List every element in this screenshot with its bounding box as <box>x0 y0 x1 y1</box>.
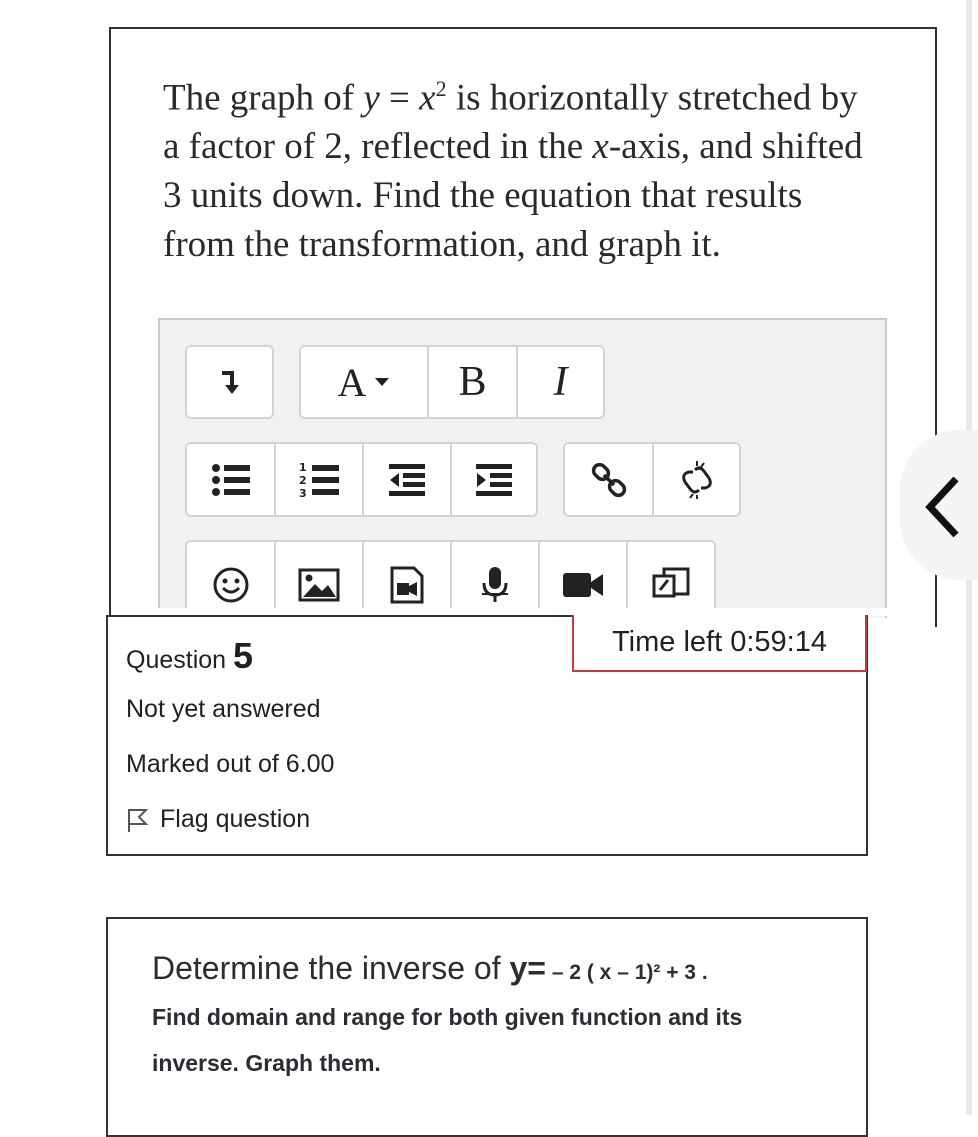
toolbar-toggle-button[interactable] <box>187 347 272 417</box>
bullet-list-icon <box>211 462 251 498</box>
eq-equals: = <box>379 77 420 119</box>
link-button[interactable] <box>565 444 654 515</box>
question-number <box>126 635 253 677</box>
svg-text:3: 3 <box>299 486 307 499</box>
bold-label: B <box>458 359 487 405</box>
problem-text <box>163 64 863 269</box>
numbered-list-icon <box>298 461 340 499</box>
toolbar-toggle-group <box>185 345 274 419</box>
timer-box <box>572 615 867 672</box>
indent-icon <box>474 462 514 498</box>
media-file-icon <box>389 566 425 604</box>
image-icon <box>298 568 340 602</box>
eq-var-x: x <box>419 77 436 119</box>
smiley-icon <box>212 566 250 604</box>
bold-button[interactable] <box>429 347 518 417</box>
next-question-line3: inverse. Graph them. <box>152 1050 381 1076</box>
text-editor <box>158 318 887 618</box>
caret-down-icon <box>374 376 390 388</box>
outdent-icon <box>387 462 427 498</box>
unlink-icon <box>677 460 717 500</box>
list-group <box>185 442 538 517</box>
video-camera-icon <box>562 571 604 599</box>
svg-text:1: 1 <box>299 460 307 474</box>
link-icon <box>589 460 629 500</box>
svg-text:2: 2 <box>299 473 307 487</box>
next-question-eq-lhs: y= <box>509 950 546 986</box>
axis-var: x <box>592 126 609 168</box>
unlink-button[interactable] <box>654 444 739 515</box>
problem-text-part: -axis, and shifted 3 units down. Find the equation that results from the transformation, and graph it. <box>163 126 863 266</box>
flag-question-link[interactable] <box>126 805 310 834</box>
question-status: Not yet answered <box>126 695 321 723</box>
next-question-eq-rhs: – 2 ( x – 1)² + 3 . <box>545 961 708 984</box>
problem-text-part: is horizontally stretched by a factor of 2, reflected in the <box>163 77 858 168</box>
next-question-prefix: Determine the inverse of <box>152 950 510 986</box>
problem-text-part: The graph of <box>163 77 364 119</box>
indent-button[interactable] <box>452 444 536 515</box>
font-style-label: A <box>337 359 367 405</box>
question-label: Question <box>126 646 227 674</box>
question-number-value: 5 <box>233 635 254 676</box>
time-left-text: Time left 0:59:14 <box>612 626 827 658</box>
next-question-line2: Find domain and range for both given function and its <box>152 1004 743 1030</box>
flag-question-label: Flag question <box>160 805 311 833</box>
font-style-button[interactable] <box>301 347 429 417</box>
copy-files-icon <box>651 566 691 604</box>
link-group <box>563 442 741 517</box>
italic-label: I <box>553 359 568 405</box>
flag-icon <box>126 807 148 833</box>
question-marks: Marked out of 6.00 <box>126 750 335 778</box>
microphone-icon <box>480 565 510 605</box>
format-group <box>299 345 605 419</box>
ordered-list-button[interactable] <box>276 444 364 515</box>
expand-toolbar-icon <box>219 367 241 397</box>
italic-button[interactable] <box>518 347 603 417</box>
next-question-title <box>152 950 708 987</box>
outdent-button[interactable] <box>364 444 452 515</box>
eq-var-y: y <box>363 77 380 119</box>
chevron-left-icon <box>922 475 962 539</box>
eq-exponent: 2 <box>435 76 447 101</box>
unordered-list-button[interactable] <box>187 444 276 515</box>
